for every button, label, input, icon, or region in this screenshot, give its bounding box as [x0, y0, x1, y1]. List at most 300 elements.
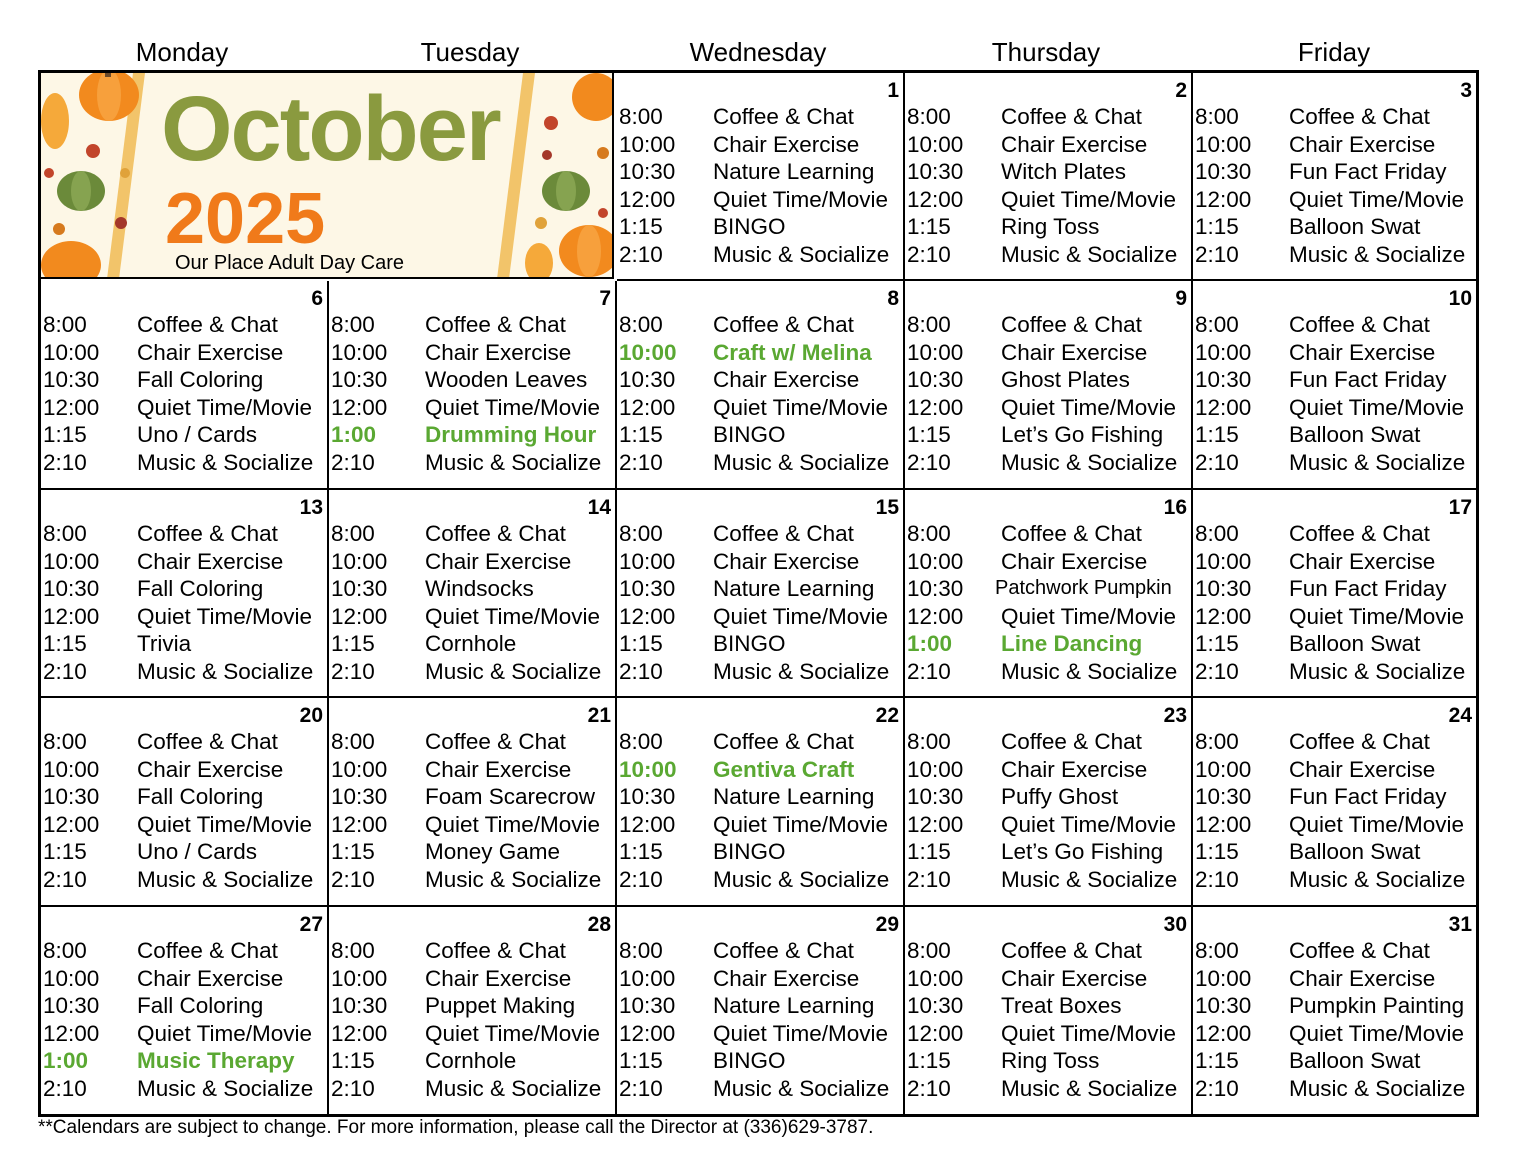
event-activity: Quiet Time/Movie	[713, 811, 889, 837]
event-row	[1195, 421, 1476, 449]
event-activity: Chair Exercise	[713, 548, 860, 574]
event-activity: Puffy Ghost	[1001, 784, 1119, 810]
event-activity: Money Game	[425, 839, 561, 865]
event-activity: Quiet Time/Movie	[425, 394, 601, 420]
event-row	[619, 548, 903, 576]
event-activity: Music & Socialize	[1289, 242, 1466, 267]
event-activity: Chair Exercise	[425, 965, 572, 991]
event-time: 8:00	[907, 729, 951, 754]
event-activity: Music Therapy	[137, 1048, 295, 1074]
event-time: 12:00	[619, 811, 676, 837]
event-activity: Chair Exercise	[1289, 756, 1436, 782]
event-time: 10:30	[331, 993, 388, 1019]
event-row	[907, 866, 1191, 894]
event-row	[907, 103, 1191, 131]
event-activity: Chair Exercise	[713, 131, 860, 157]
event-row	[907, 937, 1191, 965]
event-time: 10:30	[43, 367, 100, 393]
event-activity: Chair Exercise	[1001, 339, 1148, 365]
event-activity: Nature Learning	[713, 576, 875, 602]
event-activity: BINGO	[713, 839, 786, 865]
day-cell	[329, 698, 617, 907]
day-number: 30	[1163, 913, 1187, 936]
event-row	[331, 756, 615, 784]
event-row	[619, 186, 903, 214]
event-time: 12:00	[43, 603, 100, 629]
event-activity: Chair Exercise	[1001, 548, 1148, 574]
event-row	[1195, 394, 1476, 422]
event-row	[907, 965, 1191, 993]
event-activity: Coffee & Chat	[137, 521, 278, 546]
event-time: 10:00	[331, 339, 388, 365]
event-time: 8:00	[1195, 938, 1239, 963]
event-row	[1195, 965, 1476, 993]
event-row	[1195, 728, 1476, 756]
event-activity: Music & Socialize	[425, 450, 602, 475]
event-time: 12:00	[907, 186, 964, 212]
event-activity: Coffee & Chat	[137, 312, 278, 337]
day-cell	[41, 907, 329, 1114]
event-row	[43, 838, 327, 866]
event-row	[907, 630, 1191, 658]
event-activity: Coffee & Chat	[1001, 312, 1142, 337]
event-time: 1:15	[619, 214, 663, 240]
day-cell	[905, 490, 1193, 698]
event-row	[1195, 838, 1476, 866]
event-row	[619, 756, 903, 784]
event-time: 2:10	[619, 867, 663, 892]
event-activity: Coffee & Chat	[1001, 521, 1142, 546]
event-activity: Chair Exercise	[713, 965, 860, 991]
event-time: 10:30	[619, 993, 676, 1019]
event-time: 2:10	[619, 659, 663, 684]
event-row	[331, 658, 615, 686]
event-time: 12:00	[43, 1020, 100, 1046]
event-row	[619, 728, 903, 756]
event-time: 1:15	[907, 214, 951, 240]
event-activity: Ghost Plates	[1001, 367, 1130, 393]
event-activity: Chair Exercise	[137, 339, 284, 365]
event-activity: Chair Exercise	[1289, 131, 1436, 157]
event-row	[619, 965, 903, 993]
event-activity: Coffee & Chat	[713, 104, 854, 129]
event-activity: Balloon Swat	[1289, 1048, 1421, 1074]
day-number: 6	[311, 287, 323, 310]
event-row	[43, 366, 327, 394]
event-activity: Music & Socialize	[713, 867, 890, 892]
banner-organization: Our Place Adult Day Care	[175, 252, 404, 274]
event-time: 10:30	[1195, 993, 1252, 1019]
event-row	[331, 630, 615, 658]
event-activity: Quiet Time/Movie	[425, 603, 601, 629]
weekday-header-thursday: Thursday	[991, 37, 1101, 67]
event-activity: Quiet Time/Movie	[1289, 1020, 1465, 1046]
event-activity: Music & Socialize	[1289, 1076, 1466, 1101]
day-cell	[1193, 490, 1476, 698]
day-cell	[1193, 73, 1476, 281]
event-time: 10:00	[619, 548, 676, 574]
event-activity: Music & Socialize	[1001, 867, 1178, 892]
day-cell	[905, 281, 1193, 490]
event-activity: Witch Plates	[1001, 159, 1127, 185]
day-cell	[329, 281, 617, 490]
event-activity: Coffee & Chat	[425, 312, 566, 337]
event-activity: Foam Scarecrow	[425, 784, 596, 810]
event-time: 1:15	[331, 1048, 375, 1074]
day-cell	[1193, 907, 1476, 1114]
event-time: 10:00	[331, 965, 388, 991]
event-activity: Windsocks	[425, 576, 534, 602]
event-time: 12:00	[331, 394, 388, 420]
event-activity: BINGO	[713, 1048, 786, 1074]
event-activity: Quiet Time/Movie	[713, 186, 889, 212]
event-row	[619, 937, 903, 965]
event-row	[331, 838, 615, 866]
event-row	[331, 728, 615, 756]
event-activity: Ring Toss	[1001, 1048, 1100, 1074]
event-activity: BINGO	[713, 631, 786, 657]
event-activity: Coffee & Chat	[137, 938, 278, 963]
day-cell	[41, 698, 329, 907]
event-row	[1195, 241, 1476, 269]
event-activity: Coffee & Chat	[425, 938, 566, 963]
event-time: 10:00	[331, 548, 388, 574]
event-row	[43, 1075, 327, 1103]
event-activity: Music & Socialize	[1001, 1076, 1178, 1101]
day-cell	[617, 281, 905, 490]
event-time: 2:10	[907, 242, 951, 267]
event-activity: Chair Exercise	[425, 339, 572, 365]
event-activity: Line Dancing	[1001, 631, 1143, 657]
event-row	[331, 311, 615, 339]
event-activity: Let’s Go Fishing	[1001, 839, 1164, 865]
event-row	[331, 421, 615, 449]
day-number: 21	[587, 704, 611, 727]
event-time: 12:00	[1195, 811, 1252, 837]
event-time: 8:00	[619, 104, 663, 129]
event-row	[43, 728, 327, 756]
event-time: 12:00	[907, 811, 964, 837]
day-number: 31	[1448, 913, 1472, 936]
event-activity: Chair Exercise	[1001, 131, 1148, 157]
day-number: 22	[875, 704, 899, 727]
event-row	[1195, 548, 1476, 576]
event-time: 1:15	[1195, 422, 1239, 448]
event-time: 12:00	[331, 1020, 388, 1046]
event-row	[1195, 131, 1476, 159]
event-time: 10:30	[43, 784, 100, 810]
event-time: 10:30	[907, 576, 964, 602]
event-activity: Coffee & Chat	[1001, 938, 1142, 963]
event-time: 2:10	[331, 659, 375, 684]
day-cell	[329, 490, 617, 698]
day-cell	[905, 907, 1193, 1114]
day-number: 24	[1448, 704, 1472, 727]
event-row	[907, 548, 1191, 576]
event-row	[1195, 603, 1476, 631]
event-time: 8:00	[619, 312, 663, 337]
day-cell	[617, 73, 905, 281]
event-row	[43, 866, 327, 894]
event-row	[43, 603, 327, 631]
event-time: 10:00	[43, 548, 100, 574]
event-row	[331, 449, 615, 477]
event-row	[43, 1020, 327, 1048]
event-time: 8:00	[907, 104, 951, 129]
event-time: 8:00	[1195, 312, 1239, 337]
event-row	[1195, 1020, 1476, 1048]
event-time: 10:00	[907, 756, 964, 782]
event-activity: Music & Socialize	[425, 867, 602, 892]
event-row	[1195, 339, 1476, 367]
event-activity: BINGO	[713, 214, 786, 240]
event-activity: Nature Learning	[713, 784, 875, 810]
event-row	[619, 158, 903, 186]
event-activity: Ring Toss	[1001, 214, 1100, 240]
event-time: 2:10	[43, 1076, 87, 1101]
event-row	[907, 158, 1191, 186]
event-row	[1195, 658, 1476, 686]
event-row	[43, 1047, 327, 1075]
event-row	[619, 630, 903, 658]
event-row	[1195, 937, 1476, 965]
event-activity: BINGO	[713, 422, 786, 448]
event-activity: Chair Exercise	[425, 756, 572, 782]
event-activity: Coffee & Chat	[425, 729, 566, 754]
event-row	[43, 783, 327, 811]
event-time: 10:30	[1195, 159, 1252, 185]
event-row	[619, 213, 903, 241]
event-activity: Coffee & Chat	[425, 521, 566, 546]
event-activity: Drumming Hour	[425, 422, 597, 448]
event-activity: Quiet Time/Movie	[137, 394, 313, 420]
event-row	[331, 937, 615, 965]
event-time: 8:00	[619, 938, 663, 963]
event-time: 12:00	[619, 1020, 676, 1046]
event-activity: Quiet Time/Movie	[137, 1020, 313, 1046]
event-time: 10:00	[907, 548, 964, 574]
event-activity: Quiet Time/Movie	[713, 603, 889, 629]
event-time: 12:00	[619, 394, 676, 420]
event-activity: Treat Boxes	[1001, 993, 1122, 1019]
event-activity: Chair Exercise	[1289, 339, 1436, 365]
day-cell	[617, 490, 905, 698]
day-cell	[905, 73, 1193, 281]
day-number: 7	[599, 287, 611, 310]
event-time: 1:15	[907, 1048, 951, 1074]
event-row	[331, 366, 615, 394]
day-number: 10	[1448, 287, 1472, 310]
event-row	[619, 421, 903, 449]
day-number: 9	[1175, 287, 1187, 310]
day-number: 29	[875, 913, 899, 936]
event-activity: Patchwork Pumpkin	[995, 577, 1172, 600]
event-time: 1:15	[907, 422, 951, 448]
event-row	[907, 311, 1191, 339]
event-activity: Quiet Time/Movie	[713, 394, 889, 420]
event-time: 10:30	[907, 993, 964, 1019]
event-time: 8:00	[43, 938, 87, 963]
event-row	[907, 186, 1191, 214]
event-time: 10:00	[619, 965, 676, 991]
footnote: **Calendars are subject to change. For more information, please call the Director at (336)629-3787.	[38, 1117, 874, 1138]
event-activity: Coffee & Chat	[1289, 938, 1430, 963]
event-time: 8:00	[43, 729, 87, 754]
weekday-header-monday: Monday	[135, 37, 229, 67]
day-cell	[1193, 281, 1476, 490]
event-row	[907, 241, 1191, 269]
event-row	[907, 1075, 1191, 1103]
event-time: 8:00	[907, 521, 951, 546]
event-row	[619, 811, 903, 839]
event-time: 2:10	[619, 242, 663, 267]
event-time: 2:10	[907, 659, 951, 684]
event-time: 12:00	[619, 186, 676, 212]
event-activity: Quiet Time/Movie	[1001, 811, 1177, 837]
event-time: 2:10	[43, 450, 87, 475]
event-time: 8:00	[619, 729, 663, 754]
event-activity: Nature Learning	[713, 993, 875, 1019]
event-activity: Balloon Swat	[1289, 839, 1421, 865]
event-row	[907, 520, 1191, 548]
event-activity: Music & Socialize	[137, 659, 314, 684]
event-activity: Nature Learning	[713, 159, 875, 185]
event-row	[331, 548, 615, 576]
event-row	[43, 630, 327, 658]
event-row	[907, 366, 1191, 394]
day-cell	[905, 698, 1193, 907]
event-time: 2:10	[1195, 867, 1239, 892]
event-row	[43, 811, 327, 839]
event-row	[907, 339, 1191, 367]
event-time: 1:15	[331, 839, 375, 865]
event-activity: Puppet Making	[425, 993, 576, 1019]
event-row	[619, 838, 903, 866]
day-number: 23	[1163, 704, 1187, 727]
event-row	[331, 1075, 615, 1103]
event-activity: Quiet Time/Movie	[1289, 394, 1465, 420]
event-time: 12:00	[907, 394, 964, 420]
event-time: 10:00	[907, 131, 964, 157]
event-time: 10:00	[331, 756, 388, 782]
event-row	[1195, 783, 1476, 811]
event-time: 2:10	[43, 867, 87, 892]
event-time: 10:30	[619, 784, 676, 810]
event-row	[907, 811, 1191, 839]
event-time: 2:10	[907, 867, 951, 892]
event-time: 10:30	[1195, 784, 1252, 810]
event-time: 10:30	[331, 784, 388, 810]
event-time: 8:00	[1195, 521, 1239, 546]
event-row	[1195, 630, 1476, 658]
event-time: 10:30	[1195, 367, 1252, 393]
event-activity: Chair Exercise	[1001, 756, 1148, 782]
event-time: 1:00	[43, 1048, 89, 1074]
event-activity: Quiet Time/Movie	[425, 811, 601, 837]
day-number: 14	[587, 496, 611, 519]
event-time: 1:15	[43, 839, 87, 865]
calendar-grid	[38, 70, 1479, 1117]
event-time: 10:00	[619, 756, 677, 782]
event-time: 12:00	[1195, 1020, 1252, 1046]
event-row	[619, 311, 903, 339]
day-cell	[617, 907, 905, 1114]
event-activity: Music & Socialize	[137, 867, 314, 892]
event-row	[1195, 449, 1476, 477]
event-activity: Chair Exercise	[425, 548, 572, 574]
event-row	[619, 1020, 903, 1048]
event-row	[331, 603, 615, 631]
event-time: 2:10	[331, 867, 375, 892]
event-row	[907, 838, 1191, 866]
event-row	[43, 658, 327, 686]
event-time: 10:00	[1195, 965, 1252, 991]
event-row	[907, 449, 1191, 477]
event-row	[331, 394, 615, 422]
event-time: 2:10	[331, 450, 375, 475]
event-row	[331, 992, 615, 1020]
event-time: 10:00	[43, 339, 100, 365]
event-time: 12:00	[907, 1020, 964, 1046]
event-activity: Music & Socialize	[1001, 450, 1178, 475]
event-activity: Uno / Cards	[137, 839, 258, 865]
event-time: 12:00	[331, 811, 388, 837]
event-activity: Cornhole	[425, 1048, 517, 1074]
event-time: 10:00	[43, 756, 100, 782]
event-time: 1:15	[619, 839, 663, 865]
event-activity: Music & Socialize	[713, 659, 890, 684]
event-time: 10:00	[1195, 548, 1252, 574]
event-time: 1:15	[331, 631, 375, 657]
event-activity: Fun Fact Friday	[1289, 784, 1447, 810]
day-number: 8	[887, 287, 899, 310]
event-row	[1195, 1075, 1476, 1103]
event-time: 8:00	[43, 312, 87, 337]
event-time: 10:00	[1195, 131, 1252, 157]
event-time: 8:00	[43, 521, 87, 546]
event-row	[619, 783, 903, 811]
event-row	[619, 103, 903, 131]
event-row	[1195, 866, 1476, 894]
event-activity: Coffee & Chat	[1289, 729, 1430, 754]
event-row	[43, 548, 327, 576]
day-number: 17	[1448, 496, 1472, 519]
event-time: 1:00	[331, 422, 377, 448]
event-time: 1:15	[1195, 839, 1239, 865]
event-activity: Coffee & Chat	[713, 729, 854, 754]
event-row	[907, 658, 1191, 686]
event-activity: Music & Socialize	[425, 659, 602, 684]
event-activity: Music & Socialize	[713, 1076, 890, 1101]
event-activity: Balloon Swat	[1289, 214, 1421, 240]
event-time: 8:00	[331, 938, 375, 963]
event-time: 10:30	[1195, 576, 1252, 602]
event-activity: Fall Coloring	[137, 993, 264, 1019]
event-time: 10:30	[907, 784, 964, 810]
event-time: 12:00	[43, 394, 100, 420]
event-time: 10:30	[619, 576, 676, 602]
event-time: 8:00	[331, 312, 375, 337]
event-row	[43, 756, 327, 784]
event-time: 12:00	[907, 603, 964, 629]
event-time: 1:15	[619, 422, 663, 448]
event-row	[1195, 213, 1476, 241]
event-row	[331, 1047, 615, 1075]
day-cell	[41, 281, 329, 490]
event-row	[331, 965, 615, 993]
event-row	[619, 449, 903, 477]
event-time: 12:00	[331, 603, 388, 629]
